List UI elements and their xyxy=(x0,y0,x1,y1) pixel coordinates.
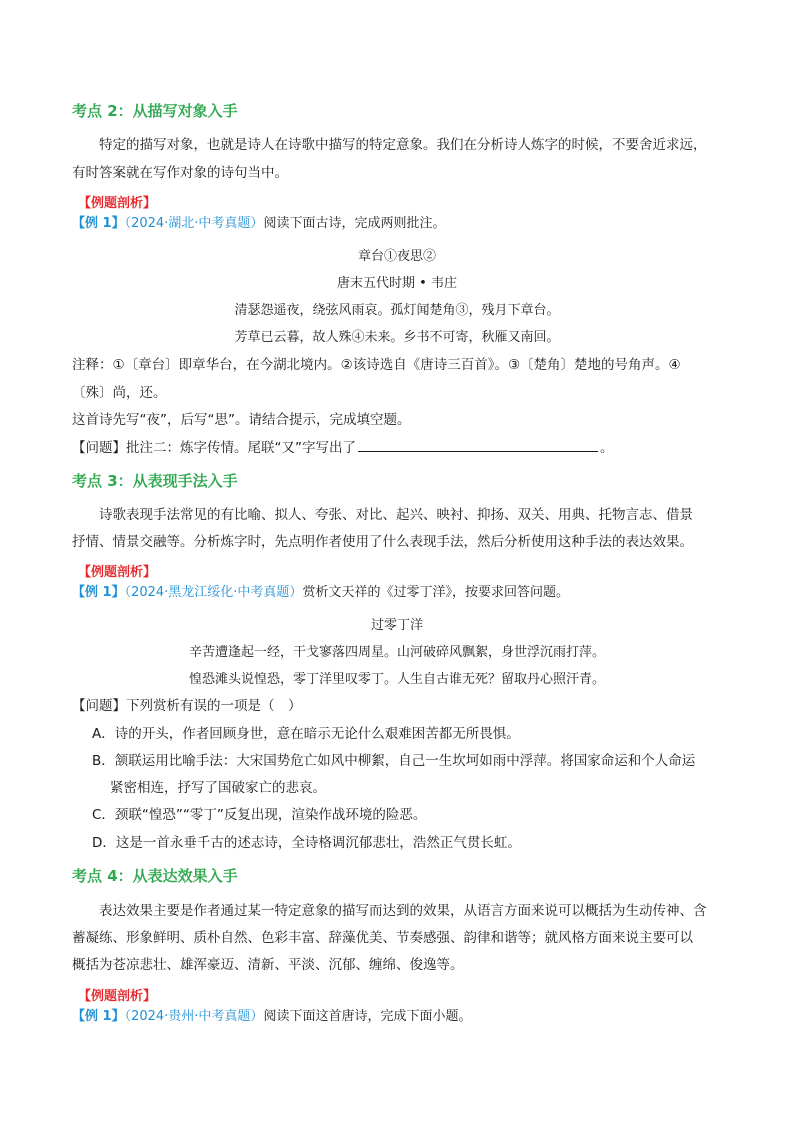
example-1-line xyxy=(72,212,445,231)
option-a: A．诗的开头，作者回顾身世，意在暗示无论什么艰难困苦都无所畏惧。 xyxy=(92,726,520,742)
question-text: 【问题】批注二：炼字传情。尾联“又”字写出了 xyxy=(72,440,356,456)
example-source: （2024·贵州·中考真题） xyxy=(124,1009,264,1024)
poem-title: 章台①夜思② xyxy=(357,249,436,264)
poem-line-2: 惶恐滩头说惶恐，零丁洋里叹零丁。人生自古谁无死？留取丹心照汗青。 xyxy=(188,672,605,687)
task-instruction: 这首诗先写“夜”，后写“思”。请结合提示，完成填空题。 xyxy=(72,412,411,428)
example-label: 【例 1】 xyxy=(72,1009,125,1024)
section-heading-4: 考点 4：从表达效果入手 xyxy=(72,867,238,885)
section-heading-3: 考点 3：从表现手法入手 xyxy=(72,472,238,490)
example-source: （2024·湖北·中考真题） xyxy=(124,216,264,231)
example-label: 【例 1】 xyxy=(72,585,125,600)
option-b-line-1: B．颔联运用比喻手法：大宋国势危亡如风中柳絮，自己一生坎坷如雨中浮萍。将国家命运和个人命运 xyxy=(92,753,696,769)
section-2-paragraph-line-1: 特定的描写对象，也就是诗人在诗歌中描写的特定意象。我们在分析诗人炼字的时候，不要舍近求远， xyxy=(99,137,707,153)
example-instruction: 阅读下面古诗，完成两则批注。 xyxy=(263,216,446,231)
section-3-paragraph-line-1: 诗歌表现手法常见的有比喻、拟人、夸张、对比、起兴、映衬、抑扬、双关、用典、托物言志、借景 xyxy=(99,507,693,523)
section-3-paragraph-line-2: 抒情、情景交融等。分析炼字时，先点明作者使用了什么表现手法，然后分析使用这种手法的表达效果。 xyxy=(72,534,693,550)
option-d: D．这是一首永垂千古的述志诗，全诗格调沉郁悲壮，浩然正气贯长虹。 xyxy=(92,835,521,851)
example-source: （2024·黑龙江绥化·中考真题） xyxy=(124,585,303,600)
section-4-paragraph-line-2: 蓄凝练、形象鲜明、质朴自然、色彩丰富、辞藻优美、节奏感强、韵律和谐等；就风格方面来说主要可以 xyxy=(72,930,693,946)
example-1-line xyxy=(72,1005,471,1024)
section-heading-2: 考点 2：从描写对象入手 xyxy=(72,102,238,120)
example-instruction: 赏析文天祥的《过零丁洋》，按要求回答问题。 xyxy=(302,585,569,600)
poem-author: 唐末五代时期 • 韦庄 xyxy=(337,276,457,291)
answer-blank[interactable] xyxy=(358,437,598,452)
section-2-paragraph-line-2: 有时答案就在写作对象的诗句当中。 xyxy=(72,165,288,181)
poem-line-1: 辛苦遭逢起一经，干戈寥落四周星。山河破碎风飘絮，身世浮沉雨打萍。 xyxy=(188,645,605,660)
example-label: 【例 1】 xyxy=(72,216,125,231)
section-4-paragraph-line-3: 概括为苍凉悲壮、雄浑豪迈、清新、平淡、沉郁、缠绵、俊逸等。 xyxy=(72,957,464,973)
example-instruction: 阅读下面这首唐诗，完成下面小题。 xyxy=(263,1009,472,1024)
question-end: 。 xyxy=(600,440,614,456)
poem-title: 过零丁洋 xyxy=(370,618,423,633)
example-analysis-tag: 【例题剖析】 xyxy=(78,565,157,580)
example-1-line xyxy=(72,581,569,600)
section-4-paragraph-line-1: 表达效果主要是作者通过某一特定意象的描写而达到的效果，从语言方面来说可以概括为生动传神、含 xyxy=(99,903,707,919)
option-c: C．颈联“惶恐”“零丁”反复出现，渲染作战环境的险恶。 xyxy=(92,807,427,823)
question-line xyxy=(72,434,614,462)
example-analysis-tag: 【例题剖析】 xyxy=(78,989,157,1004)
poem-line-2: 芳草已云暮，故人殊④未来。乡书不可寄，秋雁又南回。 xyxy=(234,330,560,345)
question-line: 【问题】下列赏析有误的一项是（ ） xyxy=(72,698,302,714)
poem-line-1: 清瑟怨遥夜，绕弦风雨哀。孤灯闻楚角③，残月下章台。 xyxy=(234,303,560,318)
annotation-line-2: 〔殊〕尚，还。 xyxy=(72,385,167,401)
example-analysis-tag: 【例题剖析】 xyxy=(78,196,157,211)
annotation-line-1: 注释：①〔章台〕即章华台，在今湖北境内。②该诗选自《唐诗三百首》。③〔楚角〕楚地的号角声。④ xyxy=(72,357,681,373)
option-b-line-2: 紧密相连，抒写了国破家亡的悲哀。 xyxy=(110,780,326,796)
